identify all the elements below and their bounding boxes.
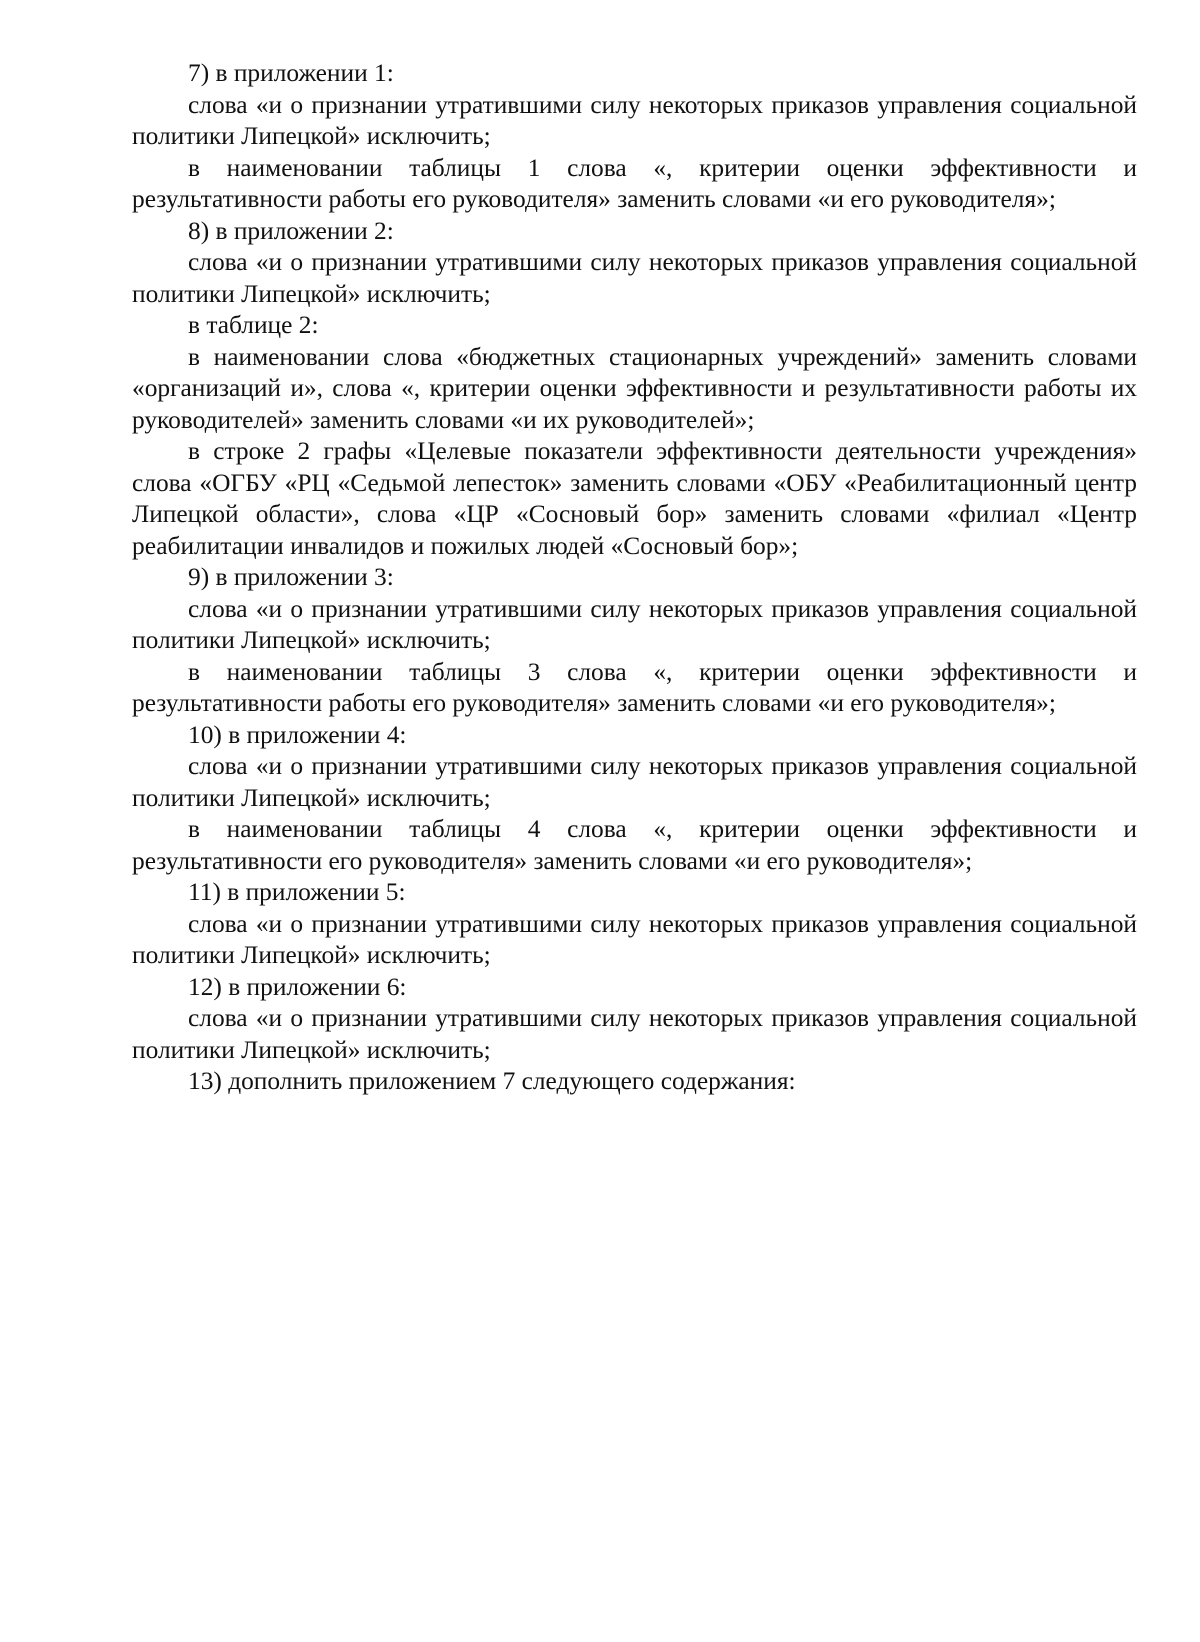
amendment-paragraph: слова «и о признании утратившими силу некоторых приказов управления социальной политики Липецкой» исключить; bbox=[132, 752, 1137, 812]
amendment-paragraph: слова «и о признании утратившими силу некоторых приказов управления социальной политики Липецкой» исключить; bbox=[132, 248, 1137, 308]
list-item-13: 13) дополнить приложением 7 следующего содержания: bbox=[188, 1067, 796, 1095]
list-item-12: 12) в приложении 6: bbox=[188, 972, 407, 1001]
amendment-paragraph: в наименовании таблицы 3 слова «, критерии оценки эффективности и результативности работы его руководителя» заменить словами «и его руководителя»; bbox=[132, 657, 1137, 717]
list-item-8: 8) в приложении 2: bbox=[188, 216, 394, 245]
amendment-paragraph: в строке 2 графы «Целевые показатели эффективности деятельности учреждения» слова «ОГБУ «РЦ «Седьмой лепесток» заменить словами «ОБУ «Реабилитационный центр Липецкой области», слова «ЦР «Сосновый бор» заменить словами «филиал «Центр реабилитации инвалидов и пожилых людей «Сосновый бор»; bbox=[132, 437, 1137, 560]
amendment-subheading: в таблице 2: bbox=[188, 311, 319, 339]
list-item-9: 9) в приложении 3: bbox=[188, 563, 394, 591]
amendment-paragraph: в наименовании слова «бюджетных стационарных учреждений» заменить словами «организаций и», слова «, критерии оценки эффективности и результативности работы их руководителей» заменить словами «и их руководителей»; bbox=[132, 342, 1137, 434]
amendment-paragraph: в наименовании таблицы 4 слова «, критерии оценки эффективности и результативности его руководителя» заменить словами «и его руководителя»; bbox=[132, 815, 1137, 875]
list-item-11: 11) в приложении 5: bbox=[188, 878, 406, 906]
amendment-paragraph: в наименовании таблицы 1 слова «, критерии оценки эффективности и результативности работы его руководителя» заменить словами «и его руководителя»; bbox=[132, 153, 1137, 213]
amendment-paragraph: слова «и о признании утратившими силу некоторых приказов управления социальной политики Липецкой» исключить; bbox=[132, 909, 1137, 969]
amendment-paragraph: слова «и о признании утратившими силу некоторых приказов управления социальной политики Липецкой» исключить; bbox=[132, 90, 1137, 150]
list-item-10: 10) в приложении 4: bbox=[188, 720, 407, 749]
amendment-paragraph: слова «и о признании утратившими силу некоторых приказов управления социальной политики Липецкой» исключить; bbox=[132, 1004, 1137, 1064]
document-body bbox=[132, 58, 1137, 1098]
amendment-paragraph: слова «и о признании утратившими силу некоторых приказов управления социальной политики Липецкой» исключить; bbox=[132, 594, 1137, 654]
list-item-7: 7) в приложении 1: bbox=[188, 59, 394, 87]
